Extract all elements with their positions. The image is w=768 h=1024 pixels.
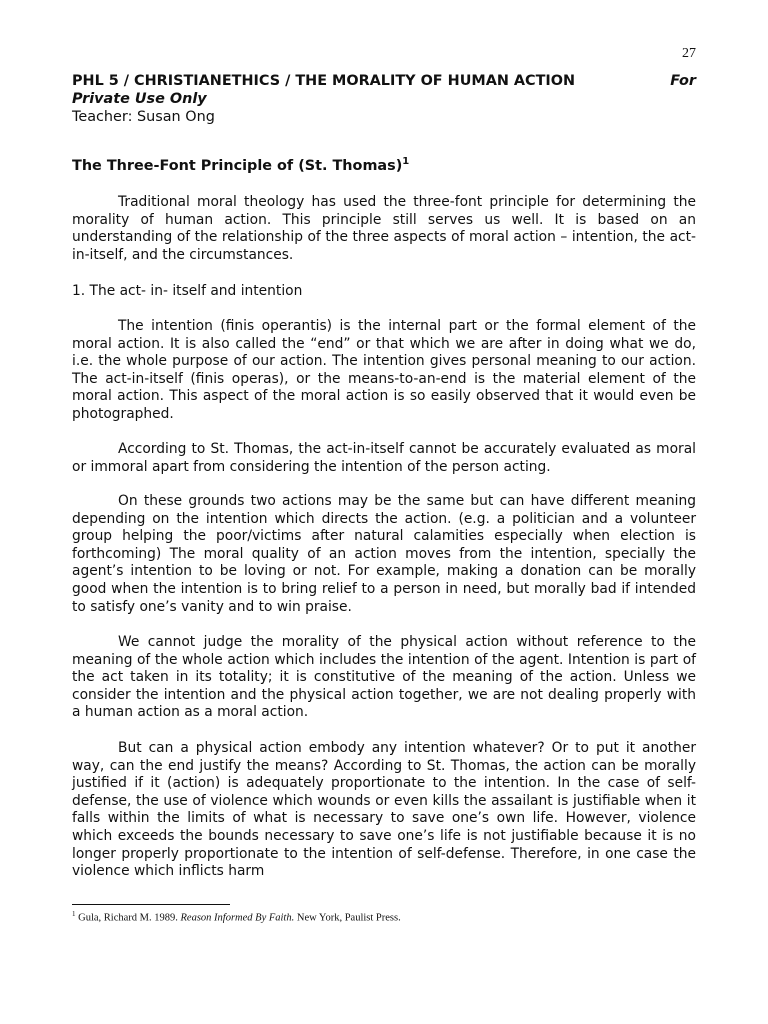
footnote-author: Gula, Richard M. 1989. [75, 912, 181, 924]
header-course-line [72, 72, 696, 90]
footnote-publisher: New York, Paulist Press. [294, 912, 401, 924]
paragraph-two-actions: On these grounds two actions may be the same but can have different meaning depending on the intention which directs the action. (e.g. a politician and a volunteer group helping the poor/victims after natural calamities especially when election is forthcoming) The moral quality of an action moves from the intention, specially the agent’s intention to be loving or not. For example, making a donation can be morally good when the intention is to bring relief to a person in need, but morally bad if intended to satisfy one’s vanity and to win praise. [72, 493, 696, 615]
footnote-mark: 1 [72, 910, 76, 918]
paragraph-st-thomas: According to St. Thomas, the act-in-itself cannot be accurately evaluated as moral or immoral apart from considering the intention of the person acting. [72, 441, 696, 475]
paragraph-end-justify-means: But can a physical action embody any intention whatever? Or to put it another way, can the end justify the means? According to St. Thomas, the action can be morally justified if it (action) is adequately proportionate to the intention. In the case of self-defense, the use of violence which wounds or even kills the assailant is justifiable when it falls within the limits of what is necessary to save one’s own life. However, violence which exceeds the bounds necessary to save one’s life is not justifiable because it is no longer properly proportionate to the intention of self-defense. Therefore, in one case the violence which inflicts harm [72, 740, 696, 880]
course-title: PHL 5 / CHRISTIANETHICS / THE MORALITY OF HUMAN ACTION [72, 73, 576, 89]
paragraph-intention: The intention (finis operantis) is the internal part or the formal element of the moral action. It is also called the “end” or that which we are after in doing what we do, i.e. the whole purpose of our action. The intention gives personal meaning to our action. The act-in-itself (finis operas), or the means-to-an-end is the material element of the moral action. This aspect of the moral action is so easily observed that it would even be photographed. [72, 318, 696, 422]
teacher-name: Teacher: Susan Ong [72, 109, 215, 125]
private-use-label: Private Use Only [72, 91, 207, 107]
paragraph-intro: Traditional moral theology has used the three-font principle for determining the morality of human action. This principle still serves us well. It is based on an understanding of the relationship of the three aspects of moral action – intention, the act-in-itself, and the circumstances. [72, 194, 696, 263]
footnote [72, 908, 696, 925]
paragraph-judge-morality: We cannot judge the morality of the physical action without reference to the meaning of the whole action which includes the intention of the agent. Intention is part of the act taken in its totality; it is constitutive of the meaning of the action. Unless we consider the intention and the physical action together, we are not dealing properly with a human action as a moral action. [72, 634, 696, 721]
footnote-divider [72, 904, 230, 905]
section-title-text: The Three-Font Principle of (St. Thomas) [72, 158, 403, 174]
for-label: For [670, 73, 696, 89]
section-title [72, 158, 409, 174]
footnote-reference: 1 [402, 156, 410, 168]
document-header [72, 72, 696, 126]
footnote-book-title: Reason Informed By Faith. [180, 912, 295, 924]
numbered-heading: 1. The act- in- itself and intention [72, 283, 303, 299]
page-number: 27 [682, 46, 696, 61]
